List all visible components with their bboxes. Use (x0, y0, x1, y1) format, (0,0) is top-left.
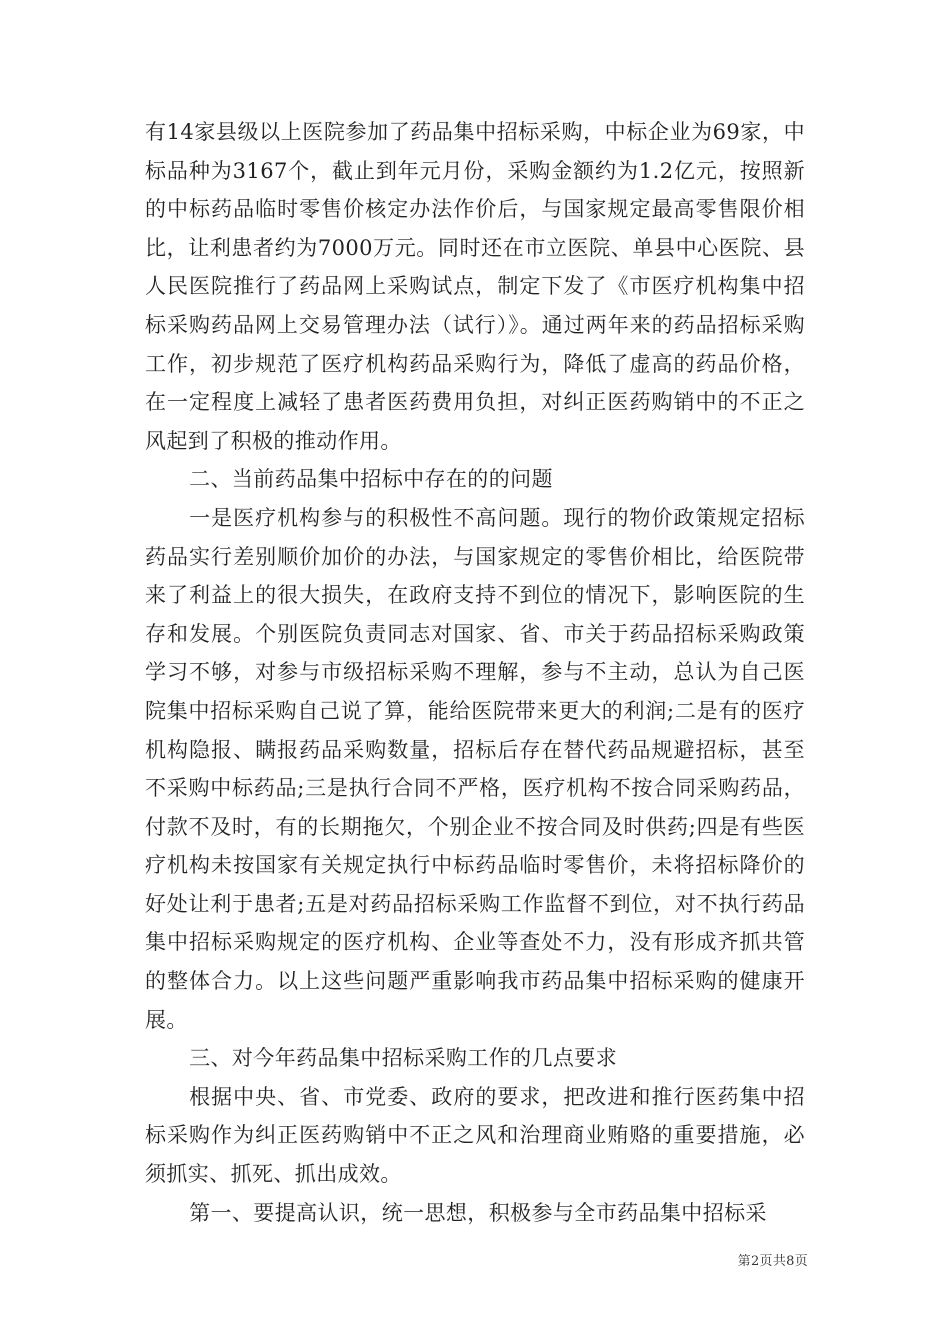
paragraph-first-point: 第一、要提高认识，统一思想，积极参与全市药品集中招标采 (189, 1200, 767, 1225)
paragraph-continuation: 有14家县级以上医院参加了药品集中招标采购，中标企业为69家，中标品种为3167个，截止到年元月份，采购金额约为1.2亿元，按照新的中标药品临时零售价核定办法作价后，与国家规定最高零售限价相比，让利患者约为7000万元。同时还在市立医院、单县中心医院、县人民医院推行了药品网上采购试点，制定下发了《市医疗机构集中招标采购药品网上交易管理办法（试行）》。通过两年来的药品招标采购工作，初步规范了医疗机构药品采购行为，降低了虚高的药品价格，在一定程度上减轻了患者医药费用负担，对纠正医药购销中的不正之风起到了积极的推动作用。 (145, 120, 805, 453)
section-heading-3: 三、对今年药品集中招标采购工作的几点要求 (189, 1046, 618, 1071)
section-heading-2: 二、当前药品集中招标中存在的的问题 (189, 467, 553, 492)
paragraph-problems: 一是医疗机构参与的积极性不高问题。现行的物价政策规定招标药品实行差别顺价加价的办法，与国家规定的零售价相比，给医院带来了利益上的很大损失，在政府支持不到位的情况下，影响医院的生存和发展。个别医院负责同志对国家、省、市关于药品招标采购政策学习不够，对参与市级招标采购不理解，参与不主动，总认为自己医院集中招标采购自己说了算，能给医院带来更大的利润;二是有的医疗机构隐报、瞒报药品采购数量，招标后存在替代药品规避招标，甚至不采购中标药品;三是执行合同不严格，医疗机构不按合同采购药品，付款不及时，有的长期拖欠，个别企业不按合同及时供药;四是有些医疗机构未按国家有关规定执行中标药品临时零售价，未将招标降价的好处让利于患者;五是对药品招标采购工作监督不到位，对不执行药品集中招标采购规定的医疗机构、企业等查处不力，没有形成齐抓共管的整体合力。以上这些问题严重影响我市药品集中招标采购的健康开展。 (145, 505, 805, 1032)
body-text (145, 113, 805, 1232)
page-number: 第2页共8页 (737, 1254, 808, 1269)
paragraph-requirements: 根据中央、省、市党委、政府的要求，把改进和推行医药集中招标采购作为纠正医药购销中不正之风和治理商业贿赂的重要措施，必须抓实、抓死、抓出成效。 (145, 1084, 805, 1187)
